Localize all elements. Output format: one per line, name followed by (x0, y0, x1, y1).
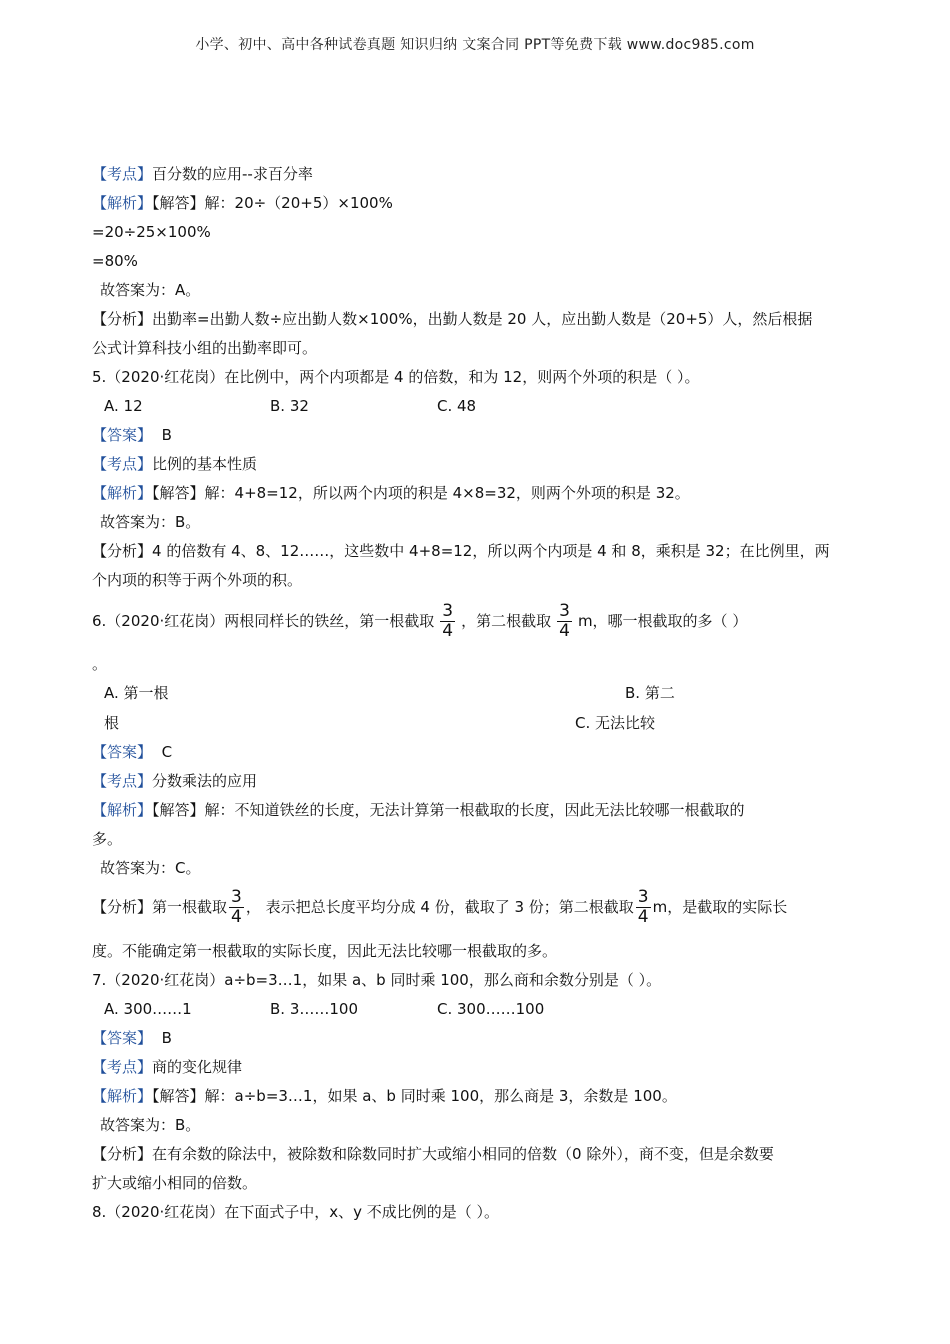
q6-option-b: B. 第二 (625, 684, 675, 702)
fraction-three-quarters (557, 602, 572, 641)
fraction-denominator: 4 (442, 621, 454, 641)
fraction-three-quarters (636, 888, 651, 927)
kaodian-tag: 【考点】 (92, 772, 153, 790)
fenxi-tag: 【分析】 (92, 542, 153, 560)
fraction-denominator: 4 (559, 621, 570, 641)
q6-question-part1: 6.（2020·红花岗）两根同样长的铁丝，第一根截取 (92, 612, 435, 630)
q4-fenxi-row (92, 309, 812, 329)
fenxi-tag: 【分析】 (92, 898, 153, 916)
q6-answer: C (161, 743, 173, 761)
q8-question: 8.（2020·红花岗）在下面式子中，x、y 不成比例的是（ ）。 (92, 1203, 500, 1221)
jiexi-tag: 【解析】 (92, 1087, 153, 1105)
q5-jiexi-text: 解：4+8=12，所以两个内项的积是 4×8=32，则两个外项的积是 32。 (204, 484, 690, 502)
jieda-tag: 【解答】 (152, 801, 205, 819)
q7-jiexi-text: 解：a÷b=3…1，如果 a、b 同时乘 100，那么商是 3，余数是 100。 (204, 1087, 677, 1105)
q6-jiexi-line2: 多。 (92, 830, 123, 848)
q5-question: 5.（2020·红花岗）在比例中，两个内项都是 4 的倍数，和为 12，则两个外项的积是（ ）。 (92, 368, 700, 386)
fraction-numerator: 3 (442, 601, 454, 621)
daan-tag: 【答案】 (92, 743, 153, 761)
q7-answer-row (92, 1028, 172, 1048)
q6-answer-row (92, 742, 172, 762)
q5-conclusion: 故答案为：B。 (100, 513, 201, 531)
q7-kaodian-row (92, 1057, 242, 1077)
kaodian-tag: 【考点】 (92, 1058, 153, 1076)
q7-fenxi-line2: 扩大或缩小相同的倍数。 (92, 1174, 258, 1192)
q4-kaodian-text: 百分数的应用--求百分率 (152, 165, 313, 183)
q7-option-b: B. 3……100 (270, 1000, 359, 1018)
q6-period: 。 (92, 655, 108, 673)
jieda-tag: 【解答】 (152, 1087, 205, 1105)
q5-answer-row (92, 425, 172, 445)
q7-answer: B (161, 1029, 172, 1047)
jiexi-tag: 【解析】 (92, 194, 153, 212)
fenxi-tag: 【分析】 (92, 1145, 153, 1163)
kaodian-tag: 【考点】 (92, 455, 153, 473)
q4-step2: =80% (92, 252, 138, 270)
q4-jiexi-row (92, 193, 393, 213)
q7-option-a: A. 300……1 (104, 1000, 192, 1018)
q5-kaodian-text: 比例的基本性质 (152, 455, 258, 473)
q6-fenxi-row (92, 886, 787, 930)
q6-conclusion: 故答案为：C。 (100, 859, 201, 877)
q4-conclusion: 故答案为：A。 (100, 281, 201, 299)
fraction-numerator: 3 (637, 887, 649, 907)
page-header: 小学、初中、高中各种试卷真题 知识归纳 文案合同 PPT等免费下载 www.doc985.com (195, 37, 755, 53)
q6-question-part3: m，哪一根截取的多（ ） (577, 612, 748, 630)
q5-jiexi-row (92, 483, 690, 503)
fenxi-tag: 【分析】 (92, 310, 153, 328)
q5-fenxi-row (92, 541, 830, 561)
q6-jiexi-row (92, 800, 745, 820)
q4-fenxi-text: 出勤率=出勤人数÷应出勤人数×100%，出勤人数是 20 人，应出勤人数是（20+5）人，然后根据 (152, 310, 813, 328)
q6-fenxi-part2: ， 表示把总长度平均分成 4 份，截取了 3 份；第二根截取 (245, 898, 634, 916)
fraction-three-quarters (229, 888, 244, 927)
q6-option-a: A. 第一根 (104, 684, 169, 702)
jieda-tag: 【解答】 (152, 484, 205, 502)
q7-jiexi-row (92, 1086, 677, 1106)
q5-answer: B (161, 426, 172, 444)
q7-kaodian-text: 商的变化规律 (152, 1058, 243, 1076)
q5-kaodian-row (92, 454, 257, 474)
q7-option-c: C. 300……100 (437, 1000, 545, 1018)
q6-question (92, 600, 747, 644)
q6-kaodian-text: 分数乘法的应用 (152, 772, 258, 790)
q7-conclusion: 故答案为：B。 (100, 1116, 201, 1134)
daan-tag: 【答案】 (92, 1029, 153, 1047)
jiexi-tag: 【解析】 (92, 801, 153, 819)
q6-fenxi-line2: 度。不能确定第一根截取的实际长度，因此无法比较哪一根截取的多。 (92, 942, 558, 960)
fraction-numerator: 3 (559, 601, 570, 621)
kaodian-tag: 【考点】 (92, 165, 153, 183)
q4-fenxi-line2: 公式计算科技小组的出勤率即可。 (92, 339, 318, 357)
fraction-denominator: 4 (637, 907, 649, 927)
daan-tag: 【答案】 (92, 426, 153, 444)
fraction-three-quarters (440, 602, 455, 641)
q6-kaodian-row (92, 771, 257, 791)
q5-fenxi-text: 4 的倍数有 4、8、12……，这些数中 4+8=12，所以两个内项是 4 和 8，乘积是 32；在比例里，两 (152, 542, 830, 560)
q7-fenxi-row (92, 1144, 774, 1164)
q6-fenxi-part1: 第一根截取 (152, 898, 228, 916)
q4-jiexi-text: 解：20÷（20+5）×100% (204, 194, 393, 212)
fraction-denominator: 4 (231, 907, 242, 927)
q6-fenxi-part3: m，是截取的实际长 (652, 898, 788, 916)
q6-jiexi-text: 解：不知道铁丝的长度，无法计算第一根截取的长度，因此无法比较哪一根截取的 (204, 801, 745, 819)
q5-option-b: B. 32 (270, 397, 309, 415)
q5-option-a: A. 12 (104, 397, 143, 415)
q5-fenxi-line2: 个内项的积等于两个外项的积。 (92, 571, 303, 589)
q6-option-b-cont: 根 (104, 714, 120, 732)
q6-question-part2: ，第二根截取 (461, 612, 552, 630)
jiexi-tag: 【解析】 (92, 484, 153, 502)
q7-fenxi-text: 在有余数的除法中，被除数和除数同时扩大或缩小相同的倍数（0 除外），商不变，但是余数要 (152, 1145, 774, 1163)
q5-option-c: C. 48 (437, 397, 477, 415)
q6-option-c: C. 无法比较 (575, 714, 656, 732)
q7-question: 7.（2020·红花岗）a÷b=3…1，如果 a、b 同时乘 100，那么商和余数分别是（ ）。 (92, 971, 662, 989)
q4-step1: =20÷25×100% (92, 223, 211, 241)
jieda-tag: 【解答】 (152, 194, 205, 212)
q4-kaodian-row (92, 164, 313, 184)
fraction-numerator: 3 (231, 887, 242, 907)
